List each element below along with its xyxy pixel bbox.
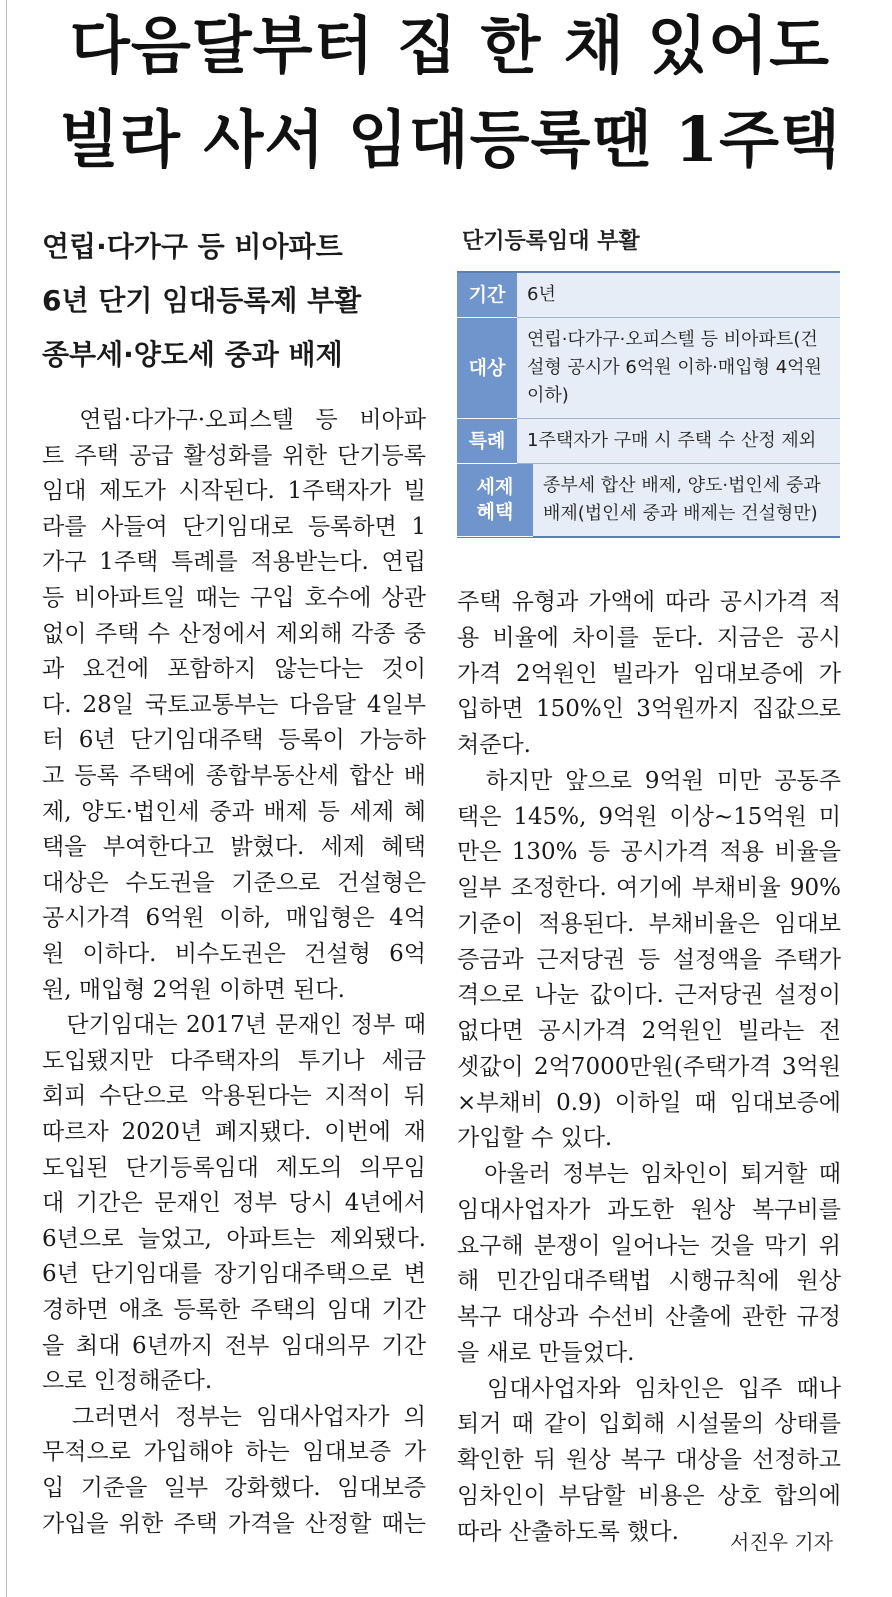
article-line: 일부 조정한다. 여기에 부채비율 90% xyxy=(457,875,841,901)
article-line: 그러면서 정부는 임대사업자가 의 xyxy=(42,1403,426,1430)
subheadings xyxy=(42,220,442,382)
article-line: 만은 130% 등 공시가격 적용 비율을 xyxy=(457,839,841,866)
headline-line-1: 다음달부터 집 한 채 있어도 xyxy=(69,9,831,82)
article-line: 무적으로 가입해야 하는 임대보증 가 xyxy=(42,1439,426,1466)
info-value: 종부세 합산 배제, 양도·법인세 중과 배제(법인세 중과 배제는 건설형만) xyxy=(533,464,840,536)
info-label: 특례 xyxy=(457,419,517,464)
article-line: 대상은 수도권을 기준으로 건설형은 xyxy=(42,869,427,896)
article-line: 용 비율에 차이를 둔다. 지금은 공시 xyxy=(457,624,841,651)
info-box-title: 단기등록임대 부활 xyxy=(462,229,640,254)
article-line: 가입할 수 있다. xyxy=(457,1125,613,1152)
info-table xyxy=(457,271,840,538)
byline: 서진우 기자 xyxy=(730,1530,833,1554)
article-line: 과 요건에 포함하지 않는다는 것이 xyxy=(42,656,426,683)
article-line: 가격 2억원인 빌라가 임대보증에 가 xyxy=(457,660,841,687)
article-line: 퇴거 때 같이 입회해 시설물의 상태를 xyxy=(457,1411,841,1438)
article-line: 회피 수단으로 악용된다는 지적이 뒤 xyxy=(42,1083,426,1110)
article-line: 복구 대상과 수선비 산출에 관한 규정 xyxy=(457,1304,841,1330)
article-line: 요구해 분쟁이 일어나는 것을 막기 위 xyxy=(457,1232,841,1259)
subheading-2: 6년 단기 임대등록제 부활 xyxy=(42,284,362,317)
info-value: 1주택자가 구매 시 주택 수 산정 제외 xyxy=(517,419,840,463)
info-value: 6년 xyxy=(517,273,840,317)
article-line: 라를 사들여 단기임대로 등록하면 1 xyxy=(42,513,426,540)
article-line: 을 최대 6년까지 전부 임대의무 기간 xyxy=(42,1332,426,1359)
article-line: 택은 145%, 9억원 이상∼15억원 미 xyxy=(457,803,841,830)
info-row-exception xyxy=(457,419,840,464)
article-line: 도입된 단기등록임대 제도의 의무임 xyxy=(42,1154,426,1181)
article-line: 입 기준을 일부 강화했다. 임대보증 xyxy=(42,1475,426,1501)
article-line: 트 주택 공급 활성화를 위한 단기등록 xyxy=(42,442,426,469)
article-line: 으로 인정해준다. xyxy=(42,1368,213,1395)
article-line: 따라 산출하도록 했다. xyxy=(457,1518,679,1545)
article-line: 증금과 근저당권 등 설정액을 주택가 xyxy=(457,946,841,973)
subheading-1: 연립·다가구 등 비아파트 xyxy=(42,230,343,263)
article-line: 임대사업자가 과도한 원상 복구비를 xyxy=(457,1196,842,1223)
article-line: 6년 단기임대를 장기임대주택으로 변 xyxy=(42,1261,426,1288)
article-line: 기준이 적용된다. 부채비율은 임대보 xyxy=(457,910,841,937)
info-label: 대상 xyxy=(457,318,517,419)
article-line: 임대사업자와 임차인은 입주 때나 xyxy=(457,1375,841,1402)
article-line: 등 비아파트일 때는 구입 호수에 상관 xyxy=(42,585,426,611)
article-line: 대 기간은 문재인 정부 당시 4년에서 xyxy=(42,1190,426,1217)
article-line: 없이 주택 수 산정에서 제외해 각종 중 xyxy=(42,620,426,647)
article-line: 없다면 공시가격 2억원인 빌라는 전 xyxy=(457,1018,841,1044)
article-line: 해 민간임대주택법 시행규칙에 원상 xyxy=(457,1268,841,1295)
headline-line-2: 빌라 사서 임대등록땐 1주택 xyxy=(59,103,841,176)
info-row-period xyxy=(457,273,840,318)
article-line: 연립·다가구·오피스텔 등 비아파 xyxy=(42,407,426,433)
article-line: 단기임대는 2017년 문재인 정부 때 xyxy=(42,1012,426,1039)
article-line: 확인한 뒤 원상 복구 대상을 선정하고 xyxy=(457,1447,841,1473)
article-line: 아울러 정부는 임차인이 퇴거할 때 xyxy=(457,1161,841,1187)
article-line: 격으로 나눈 값이다. 근저당권 설정이 xyxy=(457,982,841,1009)
column-rule xyxy=(6,0,7,1597)
info-row-target xyxy=(457,318,840,419)
article-line: 경하면 애초 등록한 주택의 임대 기간 xyxy=(42,1297,426,1323)
article-line: 공시가격 6억원 이하, 매입형은 4억 xyxy=(42,905,426,932)
article-line: 터 6년 단기임대주택 등록이 가능하 xyxy=(42,727,426,754)
subheading-3: 종부세·양도세 중과 배제 xyxy=(42,338,343,371)
article-line: 임대 제도가 시작된다. 1주택자가 빌 xyxy=(42,478,426,505)
info-value: 연립·다가구·오피스텔 등 비아파트(건설형 공시가 6억원 이하·매입형 4억원 이하) xyxy=(517,318,840,418)
article-line: 제, 양도·법인세 중과 배제 등 세제 혜 xyxy=(42,798,426,825)
article-line: 다. 28일 국토교통부는 다음달 4일부 xyxy=(42,691,426,718)
article-line: 입하면 150%인 3억원까지 집값으로 xyxy=(457,696,841,723)
info-label: 기간 xyxy=(457,273,517,318)
article-line: 고 등록 주택에 종합부동산세 합산 배 xyxy=(42,763,426,789)
article-line: 가구 1주택 특례를 적용받는다. 연립 xyxy=(42,549,426,576)
article-line: 을 새로 만들었다. xyxy=(457,1339,635,1366)
article-line: 원 이하다. 비수도권은 건설형 6억 xyxy=(42,941,426,967)
article-line: 임차인이 부담할 비용은 상호 합의에 xyxy=(457,1482,841,1509)
article-line: 도입됐지만 다주택자의 투기나 세금 xyxy=(42,1047,426,1074)
article-line: 셋값이 2억7000만원(주택가격 3억원 xyxy=(457,1053,841,1080)
article-line: 쳐준다. xyxy=(457,732,531,758)
article-line: 하지만 앞으로 9억원 미만 공동주 xyxy=(457,767,841,794)
article-line: 원, 매입형 2억원 이하면 된다. xyxy=(42,976,345,1003)
article-line: 주택 유형과 가액에 따라 공시가격 적 xyxy=(457,589,841,615)
info-label: 세제 혜택 xyxy=(457,464,533,537)
article-line: 택을 부여한다고 밝혔다. 세제 혜택 xyxy=(42,834,426,861)
article-line: ×부채비 0.9) 이하일 때 임대보증에 xyxy=(457,1089,841,1116)
article-line: 따르자 2020년 폐지됐다. 이번에 재 xyxy=(42,1119,426,1145)
article-line: 6년으로 늘었고, 아파트는 제외됐다. xyxy=(42,1225,426,1252)
info-row-tax-benefit xyxy=(457,464,840,538)
article-line: 가입을 위한 주택 가격을 산정할 때는 xyxy=(42,1510,426,1537)
